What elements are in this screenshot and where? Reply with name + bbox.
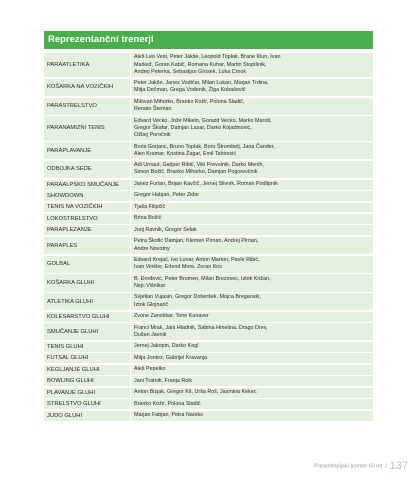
- table-row: [44, 79, 373, 96]
- coaches-cell: Janez Furlan, Bojan Kavčič, Jernej Slivnik, Roman Podlipnik: [130, 180, 373, 190]
- sport-cell: TENIS GLUHI: [47, 343, 84, 350]
- sport-cell: PARANAMIZNI TENIS: [47, 125, 105, 132]
- table-row: [44, 323, 373, 340]
- sport-cell: PARAALPSKO SMUČANJE: [47, 181, 120, 188]
- coaches-cell: Anton Bizjak, Gregor Kit, Urša Roš, Jasmina Kekec: [130, 388, 373, 398]
- sport-cell: ODBOJKA SEDE: [47, 166, 92, 173]
- table-row: [44, 142, 373, 159]
- footer-text: Paraolimpijski komite 60 let: [314, 463, 383, 470]
- coaches-cell: Branko Kožir, Polona Sladič: [130, 399, 373, 409]
- table-row: [44, 161, 373, 178]
- coaches-cell: Petra Škofic Damjan, Klemen Pirnan, Andrej Pirnan, Andre Novotny: [130, 237, 373, 254]
- coaches-cell: Franci Mrak, Jani Hladnik, Sabina Hmelina, Drago Drev, Dušan Javnik: [130, 323, 373, 340]
- sport-cell: ATLETIKA GLUHI: [47, 298, 93, 305]
- coaches-cell: Marjan Fabjan, Petra Nareks: [130, 411, 373, 421]
- table-row: [44, 376, 373, 386]
- sport-cell: LOKOSTRELSTVO: [47, 215, 98, 222]
- table-row: [44, 256, 373, 273]
- table-row: [44, 203, 373, 213]
- sport-cell: STRELSTVO GLUHI: [47, 401, 101, 408]
- table-row: [44, 98, 373, 115]
- sport-cell: KOŠARKA GLUHI: [47, 279, 95, 286]
- table-row: [44, 180, 373, 190]
- coaches-cell: Edvard Vecko, Jože Mikeln, Gorazd Vecko, Marko Marolt, Gregor Škafar, Damjan Lazar, Darko Kojadinović, Ožbej Poročnik: [130, 116, 373, 140]
- page-footer: Paraolimpijski komite 60 let | 137: [314, 460, 408, 472]
- table-row: [44, 293, 373, 310]
- sport-cell: PARAATLETIKA: [47, 62, 90, 69]
- coaches-cell: Zvone Zanoškar, Tone Kunaver: [130, 312, 373, 322]
- table-row: [44, 191, 373, 201]
- coaches-cell: Edvard Krejač, Ivo Lunar, Anton Marton, Pavle Ribič, Ivan Vinkler, Erlend More, Zoran Kos: [130, 256, 373, 273]
- coaches-cell: Tjaša Filipčič: [130, 203, 373, 213]
- table-row: [44, 274, 373, 291]
- sport-cell: SHOWDOWN: [47, 193, 84, 199]
- coaches-cell: Jurij Ravnik, Gregor Selak: [130, 225, 373, 235]
- table-row: [44, 388, 373, 398]
- table-row: [44, 342, 373, 352]
- sport-cell: BOWLING GLUHI: [47, 378, 94, 385]
- sport-cell: KOLESARSTVO GLUHI: [47, 313, 110, 320]
- sport-cell: JUDO GLUHI: [47, 412, 83, 419]
- sport-cell: KOŠARKA NA VOZIČKIH: [47, 84, 114, 91]
- coaches-cell: Boris Gorjanc, Bruno Toplak, Boro Štrumbelj, Jana Čander, Alen Kramar, Kristina Žagar, Emil Tahirović: [130, 142, 373, 159]
- coaches-cell: Aleš Pepelko: [130, 365, 373, 375]
- table-row: [44, 353, 373, 363]
- page-number: 137: [389, 460, 408, 472]
- coaches-cell: Milovan Mihorko, Branko Kožir, Polona Sladič, Renato Šteman: [130, 98, 373, 115]
- coaches-cell: Gregor Habjan, Peter Zidar: [130, 191, 373, 201]
- sport-cell: SMUČANJE GLUHI: [47, 328, 99, 335]
- table-row: [44, 365, 373, 375]
- sport-cell: PARASTRELSTVO: [47, 103, 97, 110]
- coaches-cell: Adi Urnaut, Gašper Ribič, Viki Prevolnik, Darko Menih, Simon Božič, Branko Mihorko, Damjan Pogorevčnik: [130, 161, 373, 178]
- section-title: Reprezentanční trenerji: [44, 31, 373, 49]
- coaches-cell: Aleš Leo Vest, Peter Jakše, Leopold Toplak, Brane Klun, Ivan Markež, Goran Kabič, Romana Kuhar, Martin Stopišnik, Andrej Peterka, Sebastjan Grosek, Luka Crnok: [130, 53, 373, 77]
- table-row: [44, 399, 373, 409]
- sport-cell: GOLBAL: [47, 261, 71, 268]
- sport-cell: PLAVANJE GLUHI: [47, 389, 96, 396]
- coaches-table: [44, 53, 373, 422]
- coaches-cell: Peter Jakše, Janez Vodičar, Milan Lukan, Marjan Trdina, Mitja Dečman, Grega Vodenik, Žiga Kobaševič: [130, 79, 373, 96]
- sport-cell: TENIS NA VOZIČKIH: [47, 204, 103, 211]
- coaches-cell: Mitja Jontez, Gabrijel Kravanja: [130, 353, 373, 363]
- coaches-cell: B. Đorđević, Peter Brumen, Milan Brezovec, Iztok Križan, Nejc Višnikar: [130, 274, 373, 291]
- coaches-cell: Jani Tratnik, Franja Roik: [130, 376, 373, 386]
- sport-cell: FUTSAL GLUHI: [47, 355, 89, 362]
- table-row: [44, 411, 373, 421]
- table-row: [44, 214, 373, 224]
- sport-cell: PARAPLES: [47, 242, 78, 249]
- sport-cell: PARAPLAVANJE: [47, 147, 92, 154]
- coaches-cell: Svjetlan Vujasin, Gregor Doberšek, Mojca Breganski, Iztok Glojnarič: [130, 293, 373, 310]
- coaches-cell: Brina Božič: [130, 214, 373, 224]
- coaches-cell: Jernej Jakopin, Darko Kegl: [130, 342, 373, 352]
- table-row: [44, 237, 373, 254]
- table-row: [44, 312, 373, 322]
- table-row: [44, 53, 373, 77]
- sport-cell: KEGLJANJE GLUHI: [47, 366, 100, 373]
- sport-cell: PARAPLEZANJE: [47, 227, 92, 234]
- table-row: [44, 116, 373, 140]
- table-row: [44, 225, 373, 235]
